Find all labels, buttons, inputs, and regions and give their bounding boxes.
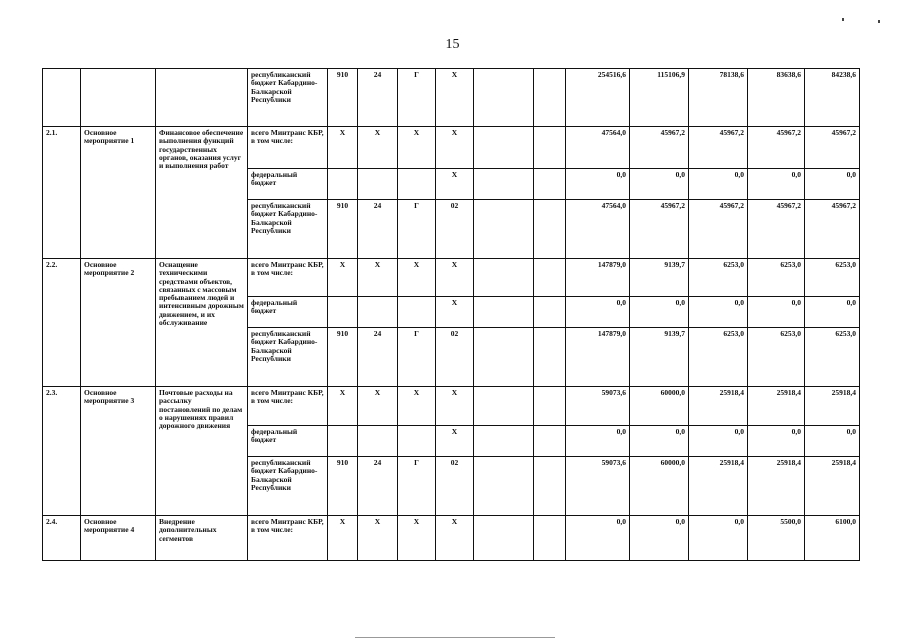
budget-source: республиканский бюджет Кабардино-Балкарской Республики: [248, 69, 328, 127]
row-number: [43, 69, 81, 127]
table-row: [43, 516, 860, 561]
code-target: Х: [436, 297, 474, 328]
value-cell: 59073,6: [566, 387, 630, 426]
value-cell: 25918,4: [689, 457, 748, 516]
table-row: [43, 387, 860, 426]
value-cell: 25918,4: [748, 387, 805, 426]
row-name: Почтовые расходы на рассылку постановлений по делам о нарушениях правил дорожного движения: [156, 387, 248, 516]
code-section: Х: [358, 127, 398, 169]
value-cell: 5500,0: [748, 516, 805, 561]
code-subsection: [398, 297, 436, 328]
budget-source: федеральный бюджет: [248, 297, 328, 328]
table-row: [43, 69, 860, 127]
row-name: Оснащение техническими средствами объектов, связанных с массовым пребыванием людей и интенсивным дорожным движением, и их обслуживание: [156, 259, 248, 387]
scan-edge-line: [355, 637, 555, 638]
value-cell: 45967,2: [748, 127, 805, 169]
code-target: Х: [436, 426, 474, 457]
row-number: 2.3.: [43, 387, 81, 516]
value-cell: 0,0: [630, 297, 689, 328]
value-cell: 147879,0: [566, 259, 630, 297]
code-target: 02: [436, 200, 474, 259]
budget-source: всего Минтранс КБР, в том числе:: [248, 387, 328, 426]
value-cell: 0,0: [566, 169, 630, 200]
code-gov: Х: [328, 516, 358, 561]
budget-source: республиканский бюджет Кабардино-Балкарской Республики: [248, 328, 328, 387]
empty-cell: [534, 328, 566, 387]
value-cell: 84238,6: [805, 69, 860, 127]
value-cell: 0,0: [630, 516, 689, 561]
value-cell: 254516,6: [566, 69, 630, 127]
value-cell: 0,0: [805, 169, 860, 200]
code-gov: [328, 169, 358, 200]
empty-cell: [534, 69, 566, 127]
value-cell: 45967,2: [805, 127, 860, 169]
row-name: Внедрение дополнительных сегментов: [156, 516, 248, 561]
code-gov: [328, 297, 358, 328]
value-cell: 6253,0: [748, 259, 805, 297]
code-section: [358, 426, 398, 457]
empty-cell: [474, 516, 534, 561]
code-section: 24: [358, 457, 398, 516]
value-cell: 6253,0: [748, 328, 805, 387]
empty-cell: [534, 169, 566, 200]
code-section: Х: [358, 516, 398, 561]
code-gov: Х: [328, 259, 358, 297]
empty-cell: [534, 297, 566, 328]
value-cell: 60000,0: [630, 457, 689, 516]
value-cell: 6253,0: [689, 328, 748, 387]
value-cell: 0,0: [748, 297, 805, 328]
row-number: 2.2.: [43, 259, 81, 387]
code-target: Х: [436, 69, 474, 127]
empty-cell: [534, 426, 566, 457]
value-cell: 25918,4: [805, 387, 860, 426]
value-cell: 0,0: [689, 516, 748, 561]
value-cell: 0,0: [566, 516, 630, 561]
table-row: [43, 259, 860, 297]
budget-source: федеральный бюджет: [248, 169, 328, 200]
code-section: 24: [358, 328, 398, 387]
code-section: [358, 297, 398, 328]
value-cell: 0,0: [748, 169, 805, 200]
table-row: [43, 127, 860, 169]
value-cell: 0,0: [805, 426, 860, 457]
value-cell: 9139,7: [630, 328, 689, 387]
empty-cell: [474, 200, 534, 259]
value-cell: 47564,0: [566, 200, 630, 259]
empty-cell: [534, 387, 566, 426]
empty-cell: [534, 259, 566, 297]
code-subsection: Х: [398, 259, 436, 297]
value-cell: 6100,0: [805, 516, 860, 561]
empty-cell: [474, 259, 534, 297]
empty-cell: [534, 516, 566, 561]
value-cell: 0,0: [630, 169, 689, 200]
empty-cell: [474, 426, 534, 457]
empty-cell: [534, 457, 566, 516]
scan-speck: [878, 20, 880, 23]
row-status: Основное мероприятие 2: [81, 259, 156, 387]
value-cell: 45967,2: [689, 200, 748, 259]
empty-cell: [474, 457, 534, 516]
row-status: Основное мероприятие 3: [81, 387, 156, 516]
code-subsection: Г: [398, 328, 436, 387]
value-cell: 45967,2: [805, 200, 860, 259]
empty-cell: [534, 200, 566, 259]
value-cell: 45967,2: [689, 127, 748, 169]
value-cell: 9139,7: [630, 259, 689, 297]
page-number: 15: [445, 37, 460, 52]
empty-cell: [474, 297, 534, 328]
value-cell: 0,0: [748, 426, 805, 457]
code-subsection: [398, 426, 436, 457]
row-status: Основное мероприятие 4: [81, 516, 156, 561]
code-gov: 910: [328, 328, 358, 387]
value-cell: 0,0: [566, 426, 630, 457]
value-cell: 59073,6: [566, 457, 630, 516]
code-subsection: [398, 169, 436, 200]
code-target: Х: [436, 516, 474, 561]
code-subsection: Г: [398, 69, 436, 127]
value-cell: 115106,9: [630, 69, 689, 127]
value-cell: 25918,4: [689, 387, 748, 426]
code-section: 24: [358, 200, 398, 259]
empty-cell: [474, 169, 534, 200]
value-cell: 0,0: [805, 297, 860, 328]
code-gov: [328, 426, 358, 457]
value-cell: 45967,2: [630, 200, 689, 259]
code-gov: Х: [328, 127, 358, 169]
code-target: 02: [436, 328, 474, 387]
code-subsection: Х: [398, 387, 436, 426]
empty-cell: [474, 328, 534, 387]
code-section: 24: [358, 69, 398, 127]
value-cell: 0,0: [566, 297, 630, 328]
code-target: Х: [436, 127, 474, 169]
value-cell: 47564,0: [566, 127, 630, 169]
budget-source: всего Минтранс КБР, в том числе:: [248, 516, 328, 561]
budget-source: всего Минтранс КБР, в том числе:: [248, 259, 328, 297]
row-number: 2.4.: [43, 516, 81, 561]
code-target: Х: [436, 259, 474, 297]
value-cell: 60000,0: [630, 387, 689, 426]
value-cell: 83638,6: [748, 69, 805, 127]
scan-speck: [842, 18, 844, 21]
code-subsection: Г: [398, 200, 436, 259]
budget-table: [42, 68, 860, 561]
code-gov: 910: [328, 457, 358, 516]
value-cell: 45967,2: [748, 200, 805, 259]
budget-source: республиканский бюджет Кабардино-Балкарской Республики: [248, 457, 328, 516]
empty-cell: [474, 387, 534, 426]
code-gov: 910: [328, 200, 358, 259]
empty-cell: [474, 69, 534, 127]
row-status: [81, 69, 156, 127]
budget-source: всего Минтранс КБР, в том числе:: [248, 127, 328, 169]
budget-source: республиканский бюджет Кабардино-Балкарской Республики: [248, 200, 328, 259]
value-cell: 25918,4: [805, 457, 860, 516]
value-cell: 6253,0: [689, 259, 748, 297]
code-gov: Х: [328, 387, 358, 426]
code-section: Х: [358, 259, 398, 297]
value-cell: 25918,4: [748, 457, 805, 516]
value-cell: 6253,0: [805, 259, 860, 297]
value-cell: 45967,2: [630, 127, 689, 169]
budget-source: федеральный бюджет: [248, 426, 328, 457]
code-target: Х: [436, 387, 474, 426]
value-cell: 78138,6: [689, 69, 748, 127]
value-cell: 0,0: [630, 426, 689, 457]
code-section: Х: [358, 387, 398, 426]
code-gov: 910: [328, 69, 358, 127]
code-subsection: Х: [398, 127, 436, 169]
row-name: Финансовое обеспечение выполнения функций государственных органов, оказания услуг и выполнения работ: [156, 127, 248, 259]
code-subsection: Г: [398, 457, 436, 516]
value-cell: 6253,0: [805, 328, 860, 387]
row-name: [156, 69, 248, 127]
code-target: 02: [436, 457, 474, 516]
code-target: Х: [436, 169, 474, 200]
row-status: Основное мероприятие 1: [81, 127, 156, 259]
empty-cell: [534, 127, 566, 169]
code-section: [358, 169, 398, 200]
value-cell: 0,0: [689, 426, 748, 457]
value-cell: 0,0: [689, 169, 748, 200]
value-cell: 147879,0: [566, 328, 630, 387]
code-subsection: Х: [398, 516, 436, 561]
value-cell: 0,0: [689, 297, 748, 328]
empty-cell: [474, 127, 534, 169]
row-number: 2.1.: [43, 127, 81, 259]
